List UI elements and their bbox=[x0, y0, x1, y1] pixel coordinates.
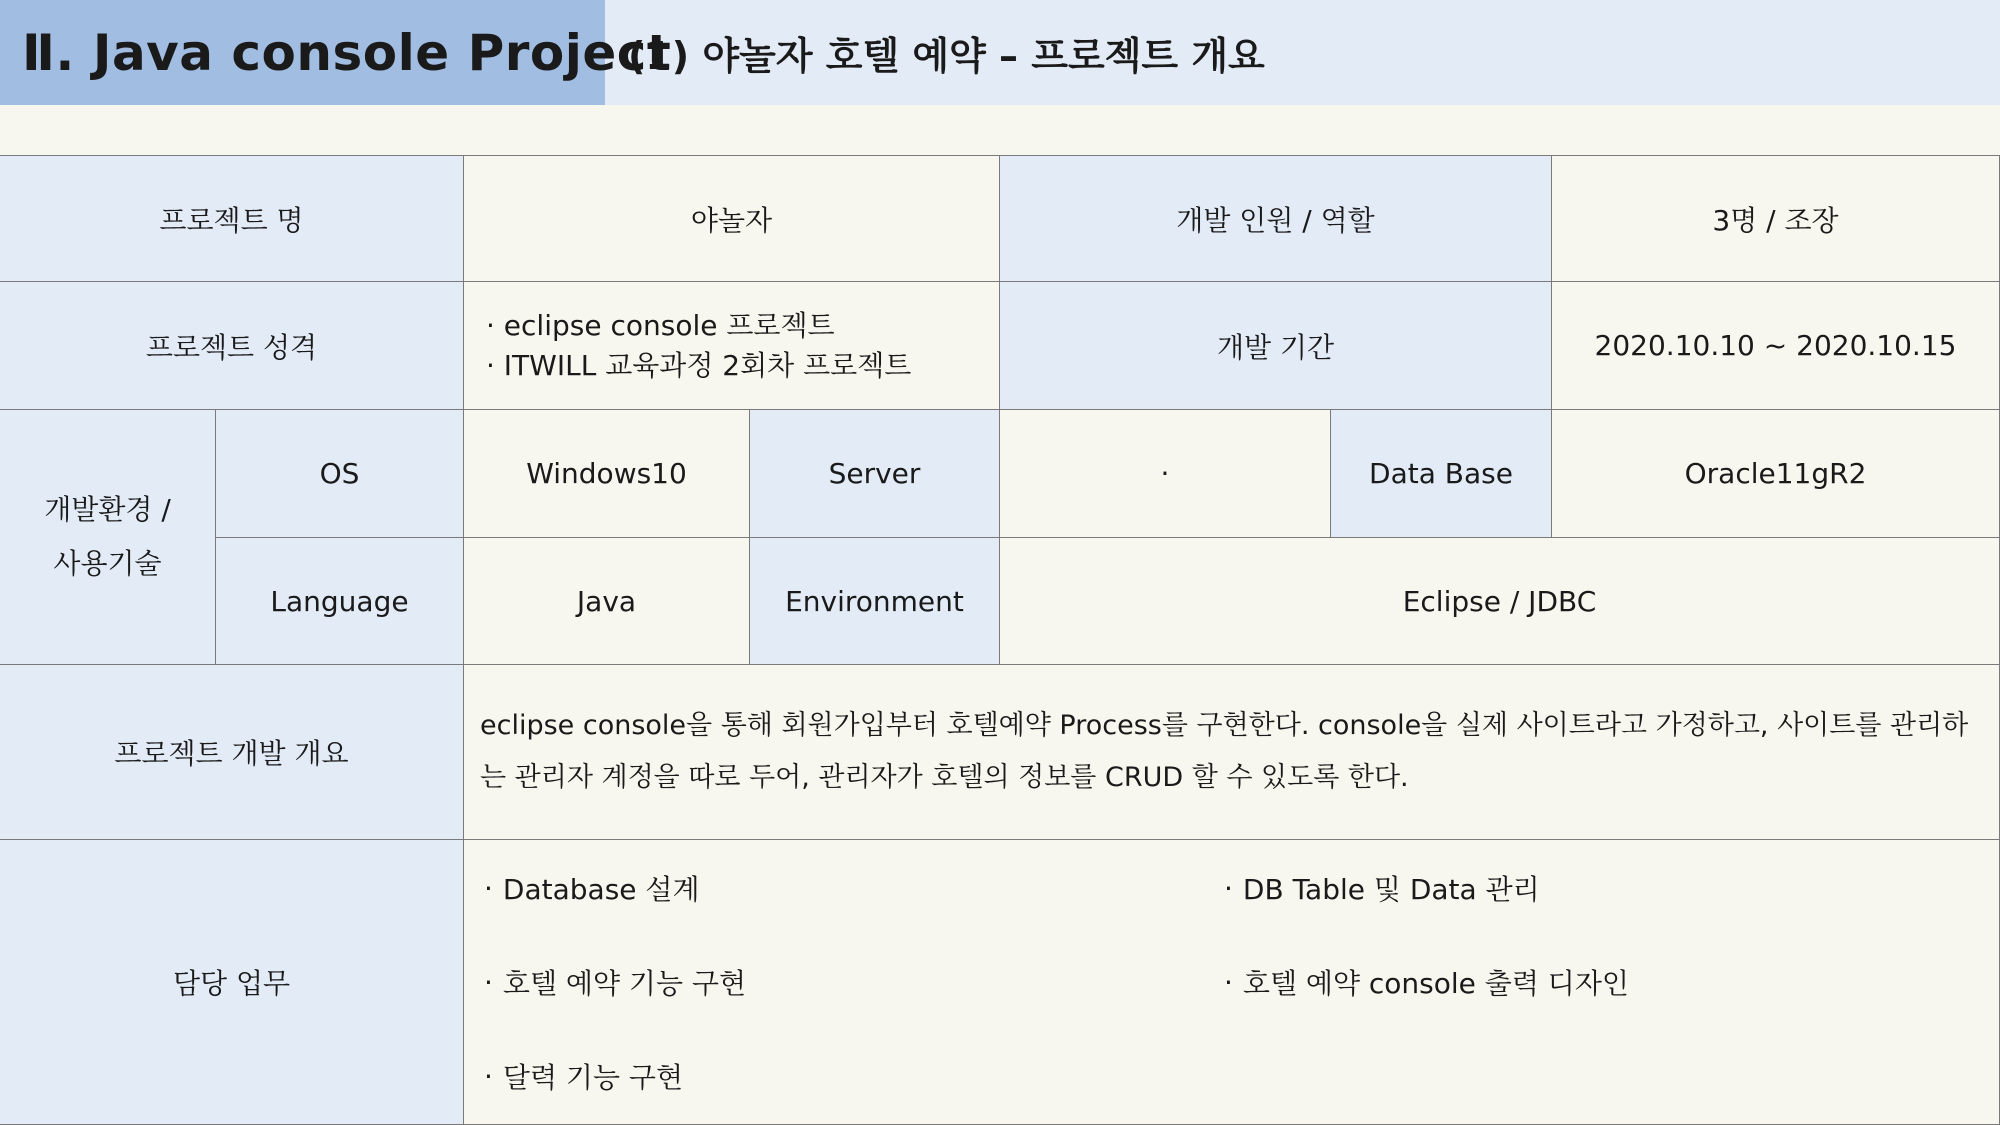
duties-list bbox=[464, 840, 2000, 1125]
duty-item bbox=[1224, 868, 1999, 908]
team-label: 개발 인원 / 역할 bbox=[1000, 155, 1552, 282]
project-name-label: 프로젝트 명 bbox=[0, 155, 464, 282]
header-bar bbox=[0, 0, 2000, 105]
duty-item bbox=[484, 962, 1224, 1002]
page-title: (1) 야놀자 호텔 예약 – 프로젝트 개요 bbox=[628, 34, 1265, 78]
team-value: 3명 / 조장 bbox=[1552, 155, 2000, 282]
overview-label: 프로젝트 개발 개요 bbox=[0, 665, 464, 840]
environment-label: Environment bbox=[750, 538, 1000, 665]
bullet-icon: · bbox=[484, 871, 493, 905]
project-nature-line: · ITWILL 교육과정 2회차 프로젝트 bbox=[486, 348, 912, 382]
overview-text: eclipse console을 통해 회원가입부터 호텔예약 Process를 구현한다. console을 실제 사이트라고 가정하고, 사이트를 관리하는 관리자 계정을 따로 두어, 관리자가 호텔의 정보를 CRUD 할 수 있도록 한다. bbox=[464, 665, 2000, 840]
env-label-line: 개발환경 / bbox=[44, 493, 171, 526]
project-nature-label: 프로젝트 성격 bbox=[0, 282, 464, 410]
env-label bbox=[0, 410, 216, 665]
os-label: OS bbox=[216, 410, 464, 538]
bullet-icon: · bbox=[484, 1059, 493, 1093]
project-nature-line: · eclipse console 프로젝트 bbox=[486, 308, 835, 342]
duties-label: 담당 업무 bbox=[0, 840, 464, 1125]
duty-text: Database 설계 bbox=[502, 873, 700, 906]
project-overview-table bbox=[0, 155, 2000, 1125]
os-value: Windows10 bbox=[464, 410, 750, 538]
duty-item bbox=[484, 868, 1224, 908]
project-name-value: 야놀자 bbox=[464, 155, 1000, 282]
section-tag: Ⅱ. Java console Project bbox=[0, 0, 605, 105]
language-label: Language bbox=[216, 538, 464, 665]
duty-item bbox=[1224, 962, 1999, 1002]
env-label-line: 사용기술 bbox=[53, 547, 162, 580]
duty-text: 호텔 예약 console 출력 디자인 bbox=[1242, 967, 1629, 1000]
database-label: Data Base bbox=[1331, 410, 1552, 538]
environment-value: Eclipse / JDBC bbox=[1000, 538, 2000, 665]
duty-text: DB Table 및 Data 관리 bbox=[1242, 873, 1540, 906]
period-label: 개발 기간 bbox=[1000, 282, 1552, 410]
bullet-icon: · bbox=[1224, 965, 1233, 999]
language-value: Java bbox=[464, 538, 750, 665]
duty-text: 달력 기능 구현 bbox=[502, 1061, 683, 1094]
duty-item bbox=[484, 1056, 1224, 1096]
server-value: · bbox=[1000, 410, 1331, 538]
server-label: Server bbox=[750, 410, 1000, 538]
period-value: 2020.10.10 ~ 2020.10.15 bbox=[1552, 282, 2000, 410]
bullet-icon: · bbox=[1224, 871, 1233, 905]
duty-text: 호텔 예약 기능 구현 bbox=[502, 967, 746, 1000]
bullet-icon: · bbox=[484, 965, 493, 999]
database-value: Oracle11gR2 bbox=[1552, 410, 2000, 538]
project-nature-value bbox=[464, 282, 1000, 410]
